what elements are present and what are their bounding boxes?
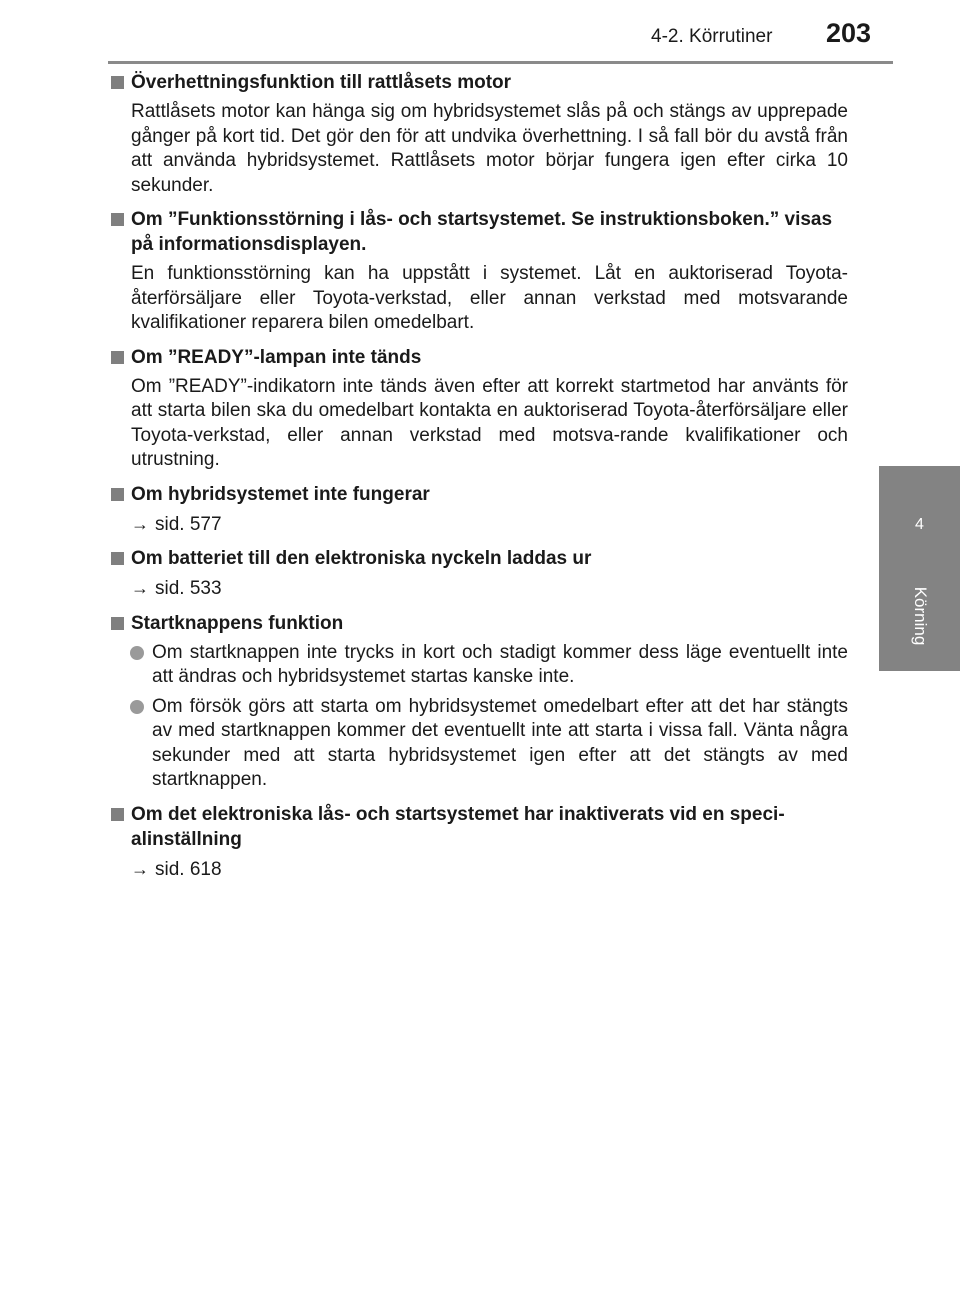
square-bullet-icon xyxy=(111,213,124,226)
section-key-battery xyxy=(108,546,848,602)
section-heading: Om det elektroniska lås- och startsystemet har inaktiverats vid en speci-alinställning xyxy=(131,803,785,850)
chapter-label: Körning xyxy=(910,586,930,646)
page-reference[interactable] xyxy=(108,857,848,883)
section-special-setting xyxy=(108,802,848,883)
section-ready-lamp xyxy=(108,345,848,473)
chapter-number: 4 xyxy=(915,516,924,533)
page-number: 203 xyxy=(826,18,872,48)
section-start-button xyxy=(108,611,848,793)
page-reference[interactable] xyxy=(108,512,848,538)
section-text: Om ”READY”-indikatorn inte tänds även efter att korrekt startmetod har använts för att starta bilen ska du omedelbart kontakta en auktoriserad Toyota-återförsäljare eller Toyota-verkstad, eller annan verkstad med motsva-rande kvalifikationer och utrustning. xyxy=(131,375,848,470)
section-overheating xyxy=(108,70,848,198)
page-reference-label: sid. 533 xyxy=(155,578,222,599)
header-divider xyxy=(108,61,893,64)
page-reference-label: sid. 618 xyxy=(155,858,222,880)
list-item xyxy=(108,641,848,690)
section-heading: Överhettningsfunktion till rattlåsets motor xyxy=(131,72,512,93)
square-bullet-icon xyxy=(111,351,124,364)
arrow-right-icon: → xyxy=(131,513,149,534)
section-heading: Startknappens funktion xyxy=(131,612,344,634)
list-item xyxy=(108,695,848,793)
square-bullet-icon xyxy=(111,76,124,89)
page-reference[interactable] xyxy=(108,576,848,602)
chapter-tab xyxy=(879,466,960,671)
section-text: Rattlåsets motor kan hänga sig om hybridsystemet slås på och stängs av upprepade gånger på kort tid. Det gör den för att undvika överhettning. I så fall bör du avstå från att använda hybridsystemet. Rattlåsets motor börjar fungera igen efter cirka 10 sekunder. xyxy=(131,101,848,196)
section-text: En funktionsstörning kan ha uppstått i systemet. Låt en auktoriserad Toyota-återförsäljare eller Toyota-verkstad, eller annan verkstad med motsvarande kvalifikationer reparera bilen omedelbart. xyxy=(131,263,848,333)
square-bullet-icon xyxy=(111,617,124,630)
section-heading: Om hybridsystemet inte fungerar xyxy=(131,483,430,505)
list-item-text: Om försök görs att starta om hybridsystemet omedelbart efter att det har stängts av med startknappen kommer det eventuellt inte att starta i vissa fall. Vänta några sekunder med att starta hybridsystemet igen efter att det stängts av med startknappen. xyxy=(152,695,848,790)
arrow-right-icon: → xyxy=(131,578,149,598)
circle-bullet-icon xyxy=(130,700,144,714)
section-malfunction-message xyxy=(108,207,848,336)
page-content xyxy=(108,70,848,891)
section-heading: Om ”READY”-lampan inte tänds xyxy=(131,346,422,368)
section-heading: Om ”Funktionsstörning i lås- och startsystemet. Se instruktionsboken.” visas på informationsdisplayen. xyxy=(131,209,833,255)
square-bullet-icon xyxy=(111,808,124,821)
arrow-right-icon: → xyxy=(131,858,149,879)
section-title: 4-2. Körrutiner xyxy=(651,26,773,47)
section-hybrid-not-working xyxy=(108,482,848,538)
page-reference-label: sid. 577 xyxy=(155,513,222,535)
list-item-text: Om startknappen inte trycks in kort och stadigt kommer dess läge eventuellt inte att ändras och hybridsystemet startas kanske inte. xyxy=(152,641,848,687)
square-bullet-icon xyxy=(111,552,124,565)
circle-bullet-icon xyxy=(130,646,144,660)
section-heading: Om batteriet till den elektroniska nyckeln laddas ur xyxy=(131,548,592,569)
square-bullet-icon xyxy=(111,488,124,501)
